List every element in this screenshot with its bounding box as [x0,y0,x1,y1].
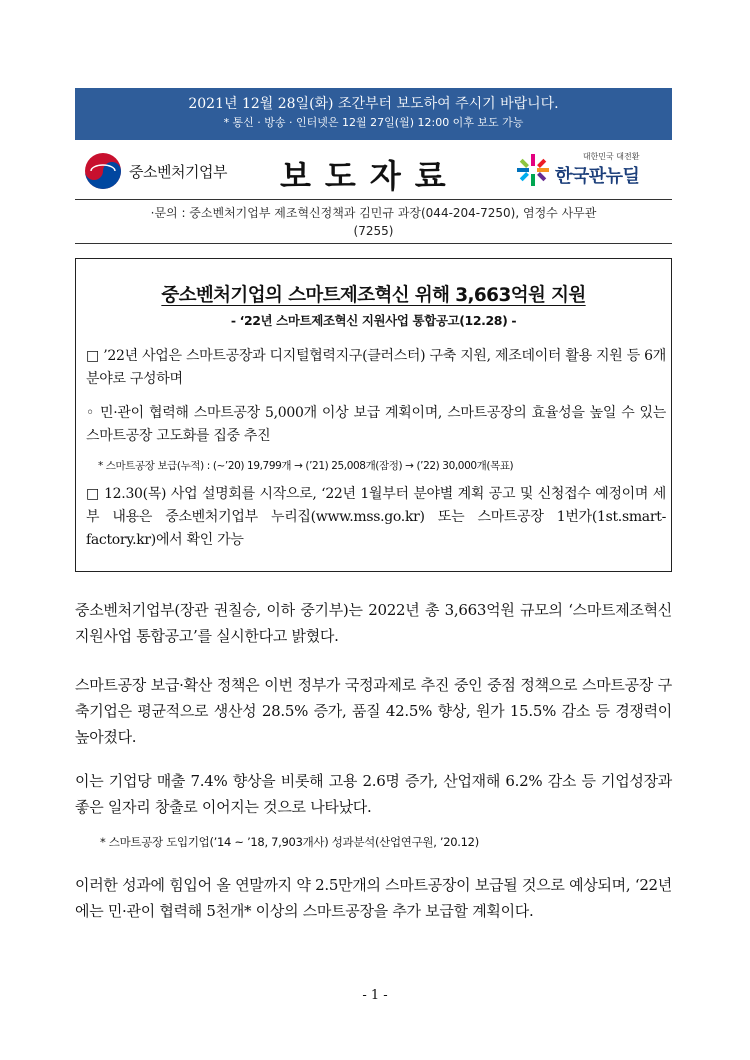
contact-line-1: ·문의 : 중소벤처기업부 제조혁신정책과 김민규 과장(044-204-7250), 염정수 사무관 [150,206,597,220]
summary-item-2 [86,402,666,448]
body-footnote: * 스마트공장 도입기업(’14 ~ ’18, 7,903개사) 성과분석(산업연구원, ’20.12) [100,835,479,849]
summary-item-1-text: ’22년 사업은 스마트공장과 디지털협력지구(클러스터) 구축 지원, 제조데이터 활용 지원 등 6개 분야로 구성하며 [86,348,667,387]
contact-divider [75,243,672,244]
summary-box [75,258,672,572]
embargo-line-2: * 통신 · 방송 · 인터넷은 12월 27일(월) 12:00 이후 보도 가능 [223,116,524,129]
sub-headline: - ‘22년 스마트제조혁신 지원사업 통합공고(12.28) - [230,313,517,328]
new-deal-wordmark: 한국판뉴딜 [555,166,640,187]
summary-item-1 [86,345,666,391]
summary-item-3-text: 12.30(목) 사업 설명회를 시작으로, ‘22년 1월부터 분야별 계획 공고 및 신청접수 예정이며 세부 내용은 중소벤처기업부 누리집(www.mss.go.kr) 또는 스마트공장 1번가(1st.smart-factory.kr)에서 확인 가능 [86,486,666,548]
press-release-heading: 보도자료 [280,157,460,195]
body-paragraph-1: 중소벤처기업부(장관 권칠승, 이하 중기부)는 2022년 총 3,663억원 규모의 ‘스마트제조혁신 지원사업 통합공고’를 실시한다고 밝혔다. [75,601,672,645]
embargo-line-1: 2021년 12월 28일(화) 조간부터 보도하여 주시기 바랍니다. [188,96,559,112]
header-divider [75,199,672,200]
headline: 중소벤처기업의 스마트제조혁신 위해 3,663억원 지원 [161,285,586,306]
summary-item-3 [86,483,666,552]
body-paragraph-3: 이는 기업당 매출 7.4% 향상을 비롯해 고용 2.6명 증가, 산업재해 6.2% 감소 등 기업성장과 좋은 일자리 창출로 이어지는 것으로 나타났다. [75,772,672,816]
page-number: - 1 - [362,988,388,1003]
new-deal-star-icon [515,152,551,188]
document-header [75,145,672,197]
ministry-name: 중소벤처기업부 [129,162,227,181]
summary-footnote: * 스마트공장 보급(누적) : (~’20) 19,799개 → (’21) 25,008개(잠정) → (’22) 30,000개(목표) [98,460,514,472]
contact-line-2: (7255) [353,224,394,238]
korean-new-deal-logo [515,151,639,188]
checkbox-bullet-icon: □ [86,486,100,502]
checkbox-bullet-icon: □ [86,348,100,364]
new-deal-tagline: 대한민국 대전환 [582,152,640,161]
body-paragraph-2: 스마트공장 보급·확산 정책은 이번 정부가 국정과제로 추진 중인 중점 정책으로 스마트공장 구축기업은 평균적으로 생산성 28.5% 증가, 품질 42.5% 향상, 원가 15.5% 감소 등 경쟁력이 높아졌다. [75,676,672,746]
ministry-logo [83,151,227,191]
embargo-banner [75,88,672,140]
summary-item-2-text: 민·관이 협력해 스마트공장 5,000개 이상 보급 계획이며, 스마트공장의 효율성을 높일 수 있는 스마트공장 고도화를 집중 추진 [86,405,666,444]
body-paragraph-4: 이러한 성과에 힘입어 올 연말까지 약 2.5만개의 스마트공장이 보급될 것으로 예상되며, ‘22년에는 민·관이 협력해 5천개* 이상의 스마트공장을 추가 보급할 계획이다. [75,876,672,920]
contact-info [75,204,672,240]
circle-bullet-icon: ◦ [86,405,95,421]
taegeuk-emblem-icon [83,151,123,191]
